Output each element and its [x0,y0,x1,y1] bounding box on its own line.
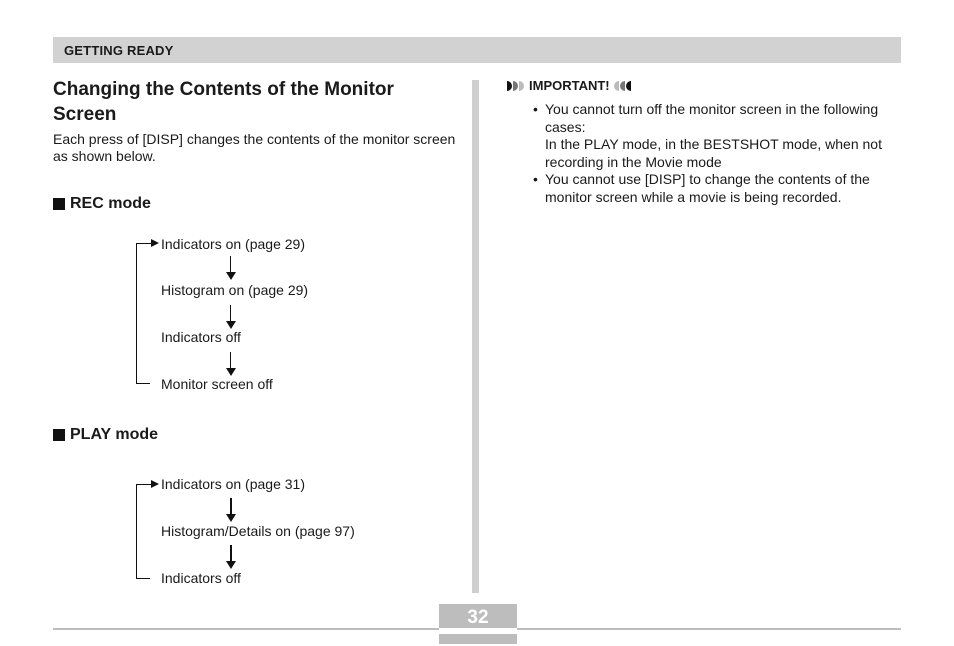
bullet-dot-icon: • [533,101,538,117]
square-bullet-icon [53,198,65,210]
important-right-marks-icon [614,81,632,91]
down-arrow-icon [226,305,236,329]
rec-mode-heading [53,195,151,213]
play-loop-bottom-line [136,578,150,579]
page-title: Changing the Contents of the Monitor Screen [53,79,394,125]
play-step-1: Indicators on (page 31) [161,476,305,492]
list-item [533,171,903,206]
rec-step-1: Indicators on (page 29) [161,236,305,252]
rec-step-4: Monitor screen off [161,376,273,392]
rec-loop-bottom-line [136,383,150,384]
down-arrow-icon [226,498,236,522]
bullet-subtext: In the PLAY mode, in the BESTSHOT mode, when not recording in the Movie mode [545,136,882,170]
play-step-2: Histogram/Details on (page 97) [161,523,355,539]
bullet-text: You cannot turn off the monitor screen in the following cases: [545,101,879,135]
square-bullet-icon [53,429,65,441]
rec-step-2: Histogram on (page 29) [161,282,309,298]
down-arrow-icon [226,352,236,376]
important-label: IMPORTANT! [529,78,610,93]
play-step-3: Indicators off [161,570,241,586]
rec-loop-top-line [136,243,152,244]
column-divider [472,80,479,593]
down-arrow-icon [226,545,236,569]
right-arrow-icon [151,239,159,247]
play-loop-top-line [136,484,152,485]
intro-paragraph: Each press of [DISP] changes the contents of the monitor screen as shown below. [53,131,456,164]
play-mode-heading-label: PLAY mode [70,426,159,443]
section-header-label: GETTING READY [64,43,174,58]
important-heading [503,78,636,93]
list-item [533,101,903,171]
important-left-marks-icon [507,81,525,91]
rec-loop-vertical-line [136,243,137,383]
rec-mode-heading-label: REC mode [70,195,151,212]
play-loop-vertical-line [136,484,137,578]
important-bullet-list [533,101,903,206]
right-arrow-icon [151,480,159,488]
rec-step-3: Indicators off [161,329,241,345]
page-number-box [439,604,517,644]
play-mode-heading [53,426,158,444]
page-number: 32 [467,607,489,628]
section-header-bar [53,37,901,63]
bullet-text: You cannot use [DISP] to change the contents of the monitor screen while a movie is being recorded. [545,171,870,205]
bullet-dot-icon: • [533,171,538,187]
down-arrow-icon [226,256,236,280]
